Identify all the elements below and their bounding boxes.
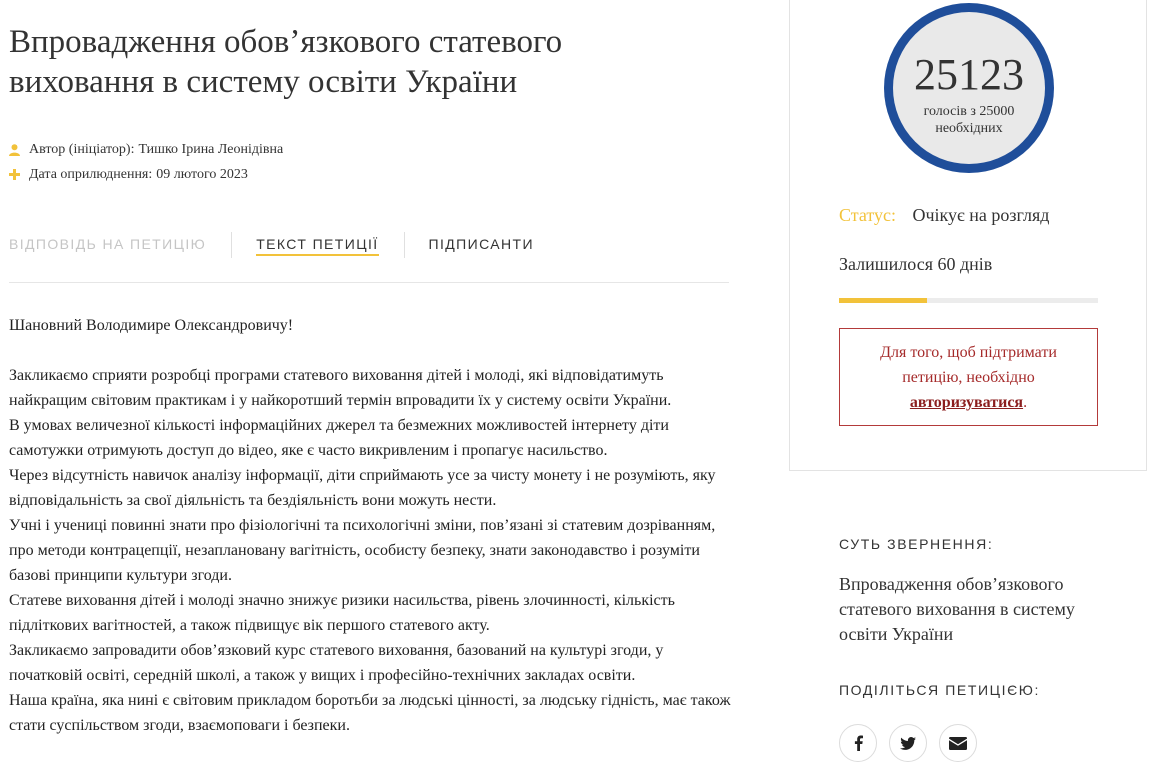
petition-text: [9, 313, 739, 738]
body-paragraph: В умовах величезної кількості інформаційних джерел та безмежних можливостей інтернету діти самотужки отримують доступ до відео, яке є часто викривленим і пропагує насильство.: [9, 417, 669, 459]
body-paragraph: Учні і учениці повинні знати про фізіологічні та психологічні зміни, повʼязані зі статевим дозріванням, про методи контрацепції, незаплановану вагітність, особисту безпеку, знати законодавство і розуміти базові принципи культури згоди.: [9, 517, 716, 584]
tab-divider: [231, 232, 232, 258]
body-paragraph: Закликаємо запровадити обовʼязковий курс статевого виховання, базований на культурі згоди, у початковій освіті, середній школі, а також у вищих і професійно-технічних закладах освіти.: [9, 642, 664, 684]
progress-fill: [839, 298, 927, 303]
salutation: Шановний Володимире Олександровичу!: [9, 317, 294, 334]
share-email-button[interactable]: [939, 724, 977, 762]
tab-response-label: ВІДПОВІДЬ НА ПЕТИЦІЮ: [9, 236, 207, 252]
vote-count: 25123: [914, 50, 1024, 99]
share-heading: ПОДІЛІТЬСЯ ПЕТИЦІЄЮ:: [839, 682, 1040, 698]
tab-response[interactable]: [9, 232, 206, 252]
author-row: [9, 137, 283, 162]
tab-signers[interactable]: [429, 232, 534, 252]
page-title: Впровадження обовʼязкового статевого виховання в систему освіти України: [9, 24, 563, 100]
date-label: Дата оприлюднення:: [29, 166, 153, 182]
petition-meta: [9, 137, 283, 187]
body-paragraph: Наша країна, яка нині є світовим прикладом боротьби за людські цінності, за людську гідність, має також стати суспільством згоди, взаємоповаги і безпеки.: [9, 692, 731, 734]
summary-heading: СУТЬ ЗВЕРНЕННЯ:: [839, 536, 994, 552]
login-link[interactable]: авторизуватися: [909, 394, 1024, 411]
auth-notice: [839, 328, 1098, 426]
envelope-icon: [949, 737, 967, 750]
petition-tabs: [9, 232, 729, 283]
facebook-icon: [854, 735, 863, 751]
twitter-icon: [900, 737, 916, 750]
body-paragraph: Через відсутність навичок аналізу інформації, діти сприймають усе за чисту монету і не розуміють, яку відповідальність за свої діяльність та бездіяльність вони можуть нести.: [9, 467, 716, 509]
summary-text: Впровадження обовʼязкового статевого виховання в систему освіти України: [839, 574, 1075, 644]
status-value: Очікує на розгляд: [912, 205, 1050, 225]
plus-icon: [9, 169, 21, 180]
date-row: [9, 162, 283, 187]
vote-counter: [884, 3, 1054, 173]
status-label: Статус:: [839, 205, 896, 225]
vote-counter-inner: [893, 12, 1045, 164]
tab-petition-text[interactable]: [256, 232, 378, 256]
vote-subtitle: голосів з 25000 необхідних: [923, 104, 1015, 136]
progress-bar: [839, 298, 1098, 303]
user-icon: [9, 144, 21, 156]
share-buttons: [839, 724, 989, 762]
share-twitter-button[interactable]: [889, 724, 927, 762]
body-paragraph: Закликаємо сприяти розробці програми статевого виховання дітей і молоді, які відповідатимуть найкращим світовим практикам і у найкоротший термін впровадити їх у систему освіти України.: [9, 367, 672, 409]
date-value: 09 лютого 2023: [156, 166, 248, 182]
tab-divider: [404, 232, 405, 258]
tab-petition-text-label: ТЕКСТ ПЕТИЦІЇ: [256, 236, 378, 256]
auth-text: Для того, щоб підтримати петицію, необхідно: [880, 344, 1057, 386]
share-facebook-button[interactable]: [839, 724, 877, 762]
days-remaining: Залишилося 60 днів: [839, 254, 993, 274]
author-name: Тишко Ірина Леонідівна: [138, 141, 284, 157]
status-line: [839, 204, 1049, 226]
tab-signers-label: ПІДПИСАНТИ: [428, 236, 534, 252]
auth-text-end: .: [1023, 394, 1028, 411]
author-label: Автор (ініціатор):: [29, 141, 135, 157]
body-paragraph: Статеве виховання дітей і молоді значно знижує ризики насильства, рівень злочинності, кількість підліткових вагітностей, а також підвищує вік першого статевого акту.: [9, 592, 675, 634]
